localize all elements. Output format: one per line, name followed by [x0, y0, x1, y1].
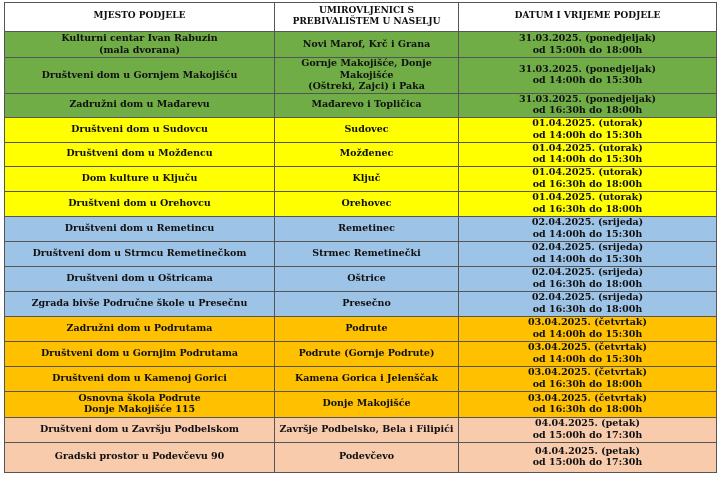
settlements-cell	[275, 166, 459, 191]
settlements-cell	[275, 442, 459, 472]
date-time-cell	[459, 316, 717, 341]
table-row	[5, 191, 717, 216]
date-time-cell	[459, 93, 717, 117]
place-cell	[5, 32, 275, 58]
date-text: 31.03.2025. (ponedjeljak)	[519, 63, 656, 75]
settlements-cell-line: Orehovec	[341, 197, 392, 209]
date-text: 03.04.2025. (četvrtak)	[528, 317, 647, 328]
place-cell	[5, 191, 275, 216]
place-cell	[5, 93, 275, 117]
place-cell-line: Donje Makojišće 115	[83, 404, 196, 415]
date-time-cell	[459, 366, 717, 391]
table-row	[5, 216, 717, 241]
header-settlements: UMIROVLJENICI S PREBIVALIŠTEM U NASELJU	[275, 3, 459, 32]
place-cell	[5, 241, 275, 266]
place-cell-line: Gradski prostor u Podevčevu 90	[54, 451, 225, 463]
place-cell-line: Zadružni dom u Podrutama	[66, 322, 213, 334]
settlements-cell	[275, 117, 459, 142]
settlements-cell-line: Strmec Remetinečki	[312, 247, 421, 259]
settlements-cell	[275, 216, 459, 241]
place-cell	[5, 366, 275, 391]
place-cell-line: Društveni dom u Sudovcu	[71, 123, 208, 135]
place-cell-line: Društveni dom u Gornjem Makojišću	[41, 69, 238, 81]
settlements-cell	[275, 366, 459, 391]
settlements-cell-line: Podrute (Gornje Podrute)	[298, 347, 435, 359]
date-time-cell	[459, 391, 717, 417]
place-cell	[5, 266, 275, 291]
settlements-cell	[275, 291, 459, 316]
table-row	[5, 316, 717, 341]
date-text: 01.04.2025. (utorak)	[532, 192, 643, 203]
place-cell	[5, 291, 275, 316]
time-text: od 16:30h do 18:00h	[532, 303, 643, 315]
place-cell-line: Društveni dom u Završju Podbelskom	[40, 423, 239, 435]
date-text: 03.04.2025. (četvrtak)	[528, 392, 647, 404]
distribution-schedule-table	[4, 2, 717, 473]
time-text: od 14:00h do 15:30h	[532, 129, 643, 141]
table-row	[5, 291, 717, 316]
settlements-cell	[275, 58, 459, 94]
settlements-cell	[275, 417, 459, 442]
table-row	[5, 93, 717, 117]
settlements-cell-line: Možđenec	[339, 148, 394, 160]
settlements-cell	[275, 316, 459, 341]
date-time-cell	[459, 58, 717, 94]
settlements-cell-line: Remetinec	[338, 222, 395, 234]
settlements-cell-line: Kamena Gorica i Jelenščak	[294, 372, 439, 384]
place-cell-line: Društveni dom u Orehovcu	[68, 197, 211, 209]
date-text: 02.04.2025. (srijeda)	[531, 292, 644, 303]
place-cell-line: (mala dvorana)	[99, 44, 180, 56]
date-text: 01.04.2025. (utorak)	[532, 118, 643, 129]
date-text: 03.04.2025. (četvrtak)	[528, 342, 647, 353]
table-row	[5, 32, 717, 58]
settlements-cell	[275, 32, 459, 58]
date-time-cell	[459, 341, 717, 366]
table-row	[5, 442, 717, 472]
date-time-cell	[459, 442, 717, 472]
table-row	[5, 241, 717, 266]
place-cell-line: Osnovna škola Podrute	[78, 392, 201, 404]
time-text: od 14:00h do 15:30h	[532, 353, 643, 365]
settlements-cell	[275, 191, 459, 216]
date-time-cell	[459, 241, 717, 266]
table-row	[5, 166, 717, 191]
time-text: od 14:00h do 15:30h	[532, 154, 643, 165]
table-row	[5, 58, 717, 94]
date-text: 31.03.2025. (ponedjeljak)	[519, 33, 656, 44]
place-cell-line: Kulturni centar Ivan Rabuzin	[61, 33, 218, 44]
place-cell-line: Društveni dom u Strmcu Remetinečkom	[32, 247, 247, 259]
place-cell-line: Društveni dom u Kamenoj Gorici	[52, 372, 227, 384]
place-cell	[5, 142, 275, 166]
table-body	[5, 32, 717, 473]
place-cell-line: Zadružni dom u Mađarevu	[69, 99, 210, 111]
date-text: 04.04.2025. (petak)	[535, 445, 640, 457]
time-text: od 16:30h do 18:00h	[532, 404, 643, 415]
place-cell	[5, 166, 275, 191]
date-text: 02.04.2025. (srijeda)	[531, 267, 644, 278]
time-text: od 15:00h do 18:00h	[532, 44, 643, 56]
header-place: MJESTO PODJELE	[5, 3, 275, 32]
settlements-cell-line: Ključ	[352, 172, 381, 184]
settlements-cell-line: Presečno	[342, 297, 391, 309]
date-text: 04.04.2025. (petak)	[535, 418, 640, 429]
date-text: 31.03.2025. (ponedjeljak)	[519, 93, 656, 105]
time-text: od 14:00h do 15:30h	[532, 228, 643, 240]
settlements-cell	[275, 142, 459, 166]
date-time-cell	[459, 117, 717, 142]
date-time-cell	[459, 216, 717, 241]
table-row	[5, 266, 717, 291]
table-row	[5, 366, 717, 391]
settlements-cell-line: Gornje Makojišće, Donje Makojišće	[301, 58, 432, 81]
table-row	[5, 391, 717, 417]
table-row	[5, 341, 717, 366]
settlements-cell-line: Podrute	[345, 322, 388, 334]
time-text: od 16:30h do 18:00h	[532, 278, 643, 290]
settlements-cell-line: Podevčevo	[338, 451, 395, 463]
place-cell-line: Društveni dom u Oštricama	[66, 272, 213, 284]
time-text: od 16:30h do 18:00h	[532, 178, 643, 190]
time-text: od 15:00h do 17:30h	[532, 457, 643, 468]
place-cell	[5, 417, 275, 442]
place-cell	[5, 58, 275, 94]
date-text: 01.04.2025. (utorak)	[532, 167, 643, 178]
time-text: od 14:00h do 15:30h	[532, 75, 643, 87]
time-text: od 16:30h do 18:00h	[532, 203, 643, 215]
date-time-cell	[459, 191, 717, 216]
date-time-cell	[459, 417, 717, 442]
settlements-cell-line: Novi Marof, Krč i Grana	[302, 38, 431, 50]
date-time-cell	[459, 32, 717, 58]
place-cell	[5, 442, 275, 472]
settlements-cell	[275, 391, 459, 417]
date-text: 01.04.2025. (utorak)	[532, 142, 643, 154]
settlements-cell-line: Oštrice	[347, 272, 386, 284]
header-date-time: DATUM I VRIJEME PODJELE	[459, 3, 717, 32]
settlements-cell	[275, 241, 459, 266]
place-cell-line: Društveni dom u Možđencu	[66, 148, 213, 160]
time-text: od 15:00h do 17:30h	[532, 429, 643, 441]
header-row	[5, 3, 717, 32]
date-time-cell	[459, 291, 717, 316]
settlements-cell-line: (Oštreki, Zajci) i Paka	[308, 81, 425, 92]
table-row	[5, 417, 717, 442]
place-cell-line: Društveni dom u Remetincu	[64, 222, 215, 234]
date-text: 03.04.2025. (četvrtak)	[528, 367, 647, 378]
table-row	[5, 142, 717, 166]
settlements-cell-line: Završje Podbelsko, Bela i Filipići	[279, 423, 454, 435]
place-cell	[5, 391, 275, 417]
settlements-cell-line: Sudovec	[344, 123, 389, 135]
settlements-cell	[275, 266, 459, 291]
table-row	[5, 117, 717, 142]
settlements-cell-line: Donje Makojišće	[322, 398, 411, 410]
place-cell	[5, 341, 275, 366]
settlements-cell	[275, 341, 459, 366]
place-cell-line: Dom kulture u Ključu	[81, 172, 198, 184]
place-cell	[5, 316, 275, 341]
time-text: od 16:30h do 18:00h	[532, 105, 643, 116]
date-text: 02.04.2025. (srijeda)	[531, 217, 644, 228]
time-text: od 14:00h do 15:30h	[532, 253, 643, 265]
date-time-cell	[459, 166, 717, 191]
date-text: 02.04.2025. (srijeda)	[531, 242, 644, 253]
time-text: od 16:30h do 18:00h	[532, 378, 643, 390]
place-cell-line: Društveni dom u Gornjim Podrutama	[40, 347, 239, 359]
place-cell	[5, 216, 275, 241]
place-cell	[5, 117, 275, 142]
settlements-cell-line: Mađarevo i Topličica	[311, 99, 422, 111]
place-cell-line: Zgrada bivše Područne škole u Presečnu	[31, 297, 248, 309]
settlements-cell	[275, 93, 459, 117]
date-time-cell	[459, 142, 717, 166]
date-time-cell	[459, 266, 717, 291]
time-text: od 14:00h do 15:30h	[532, 328, 643, 340]
